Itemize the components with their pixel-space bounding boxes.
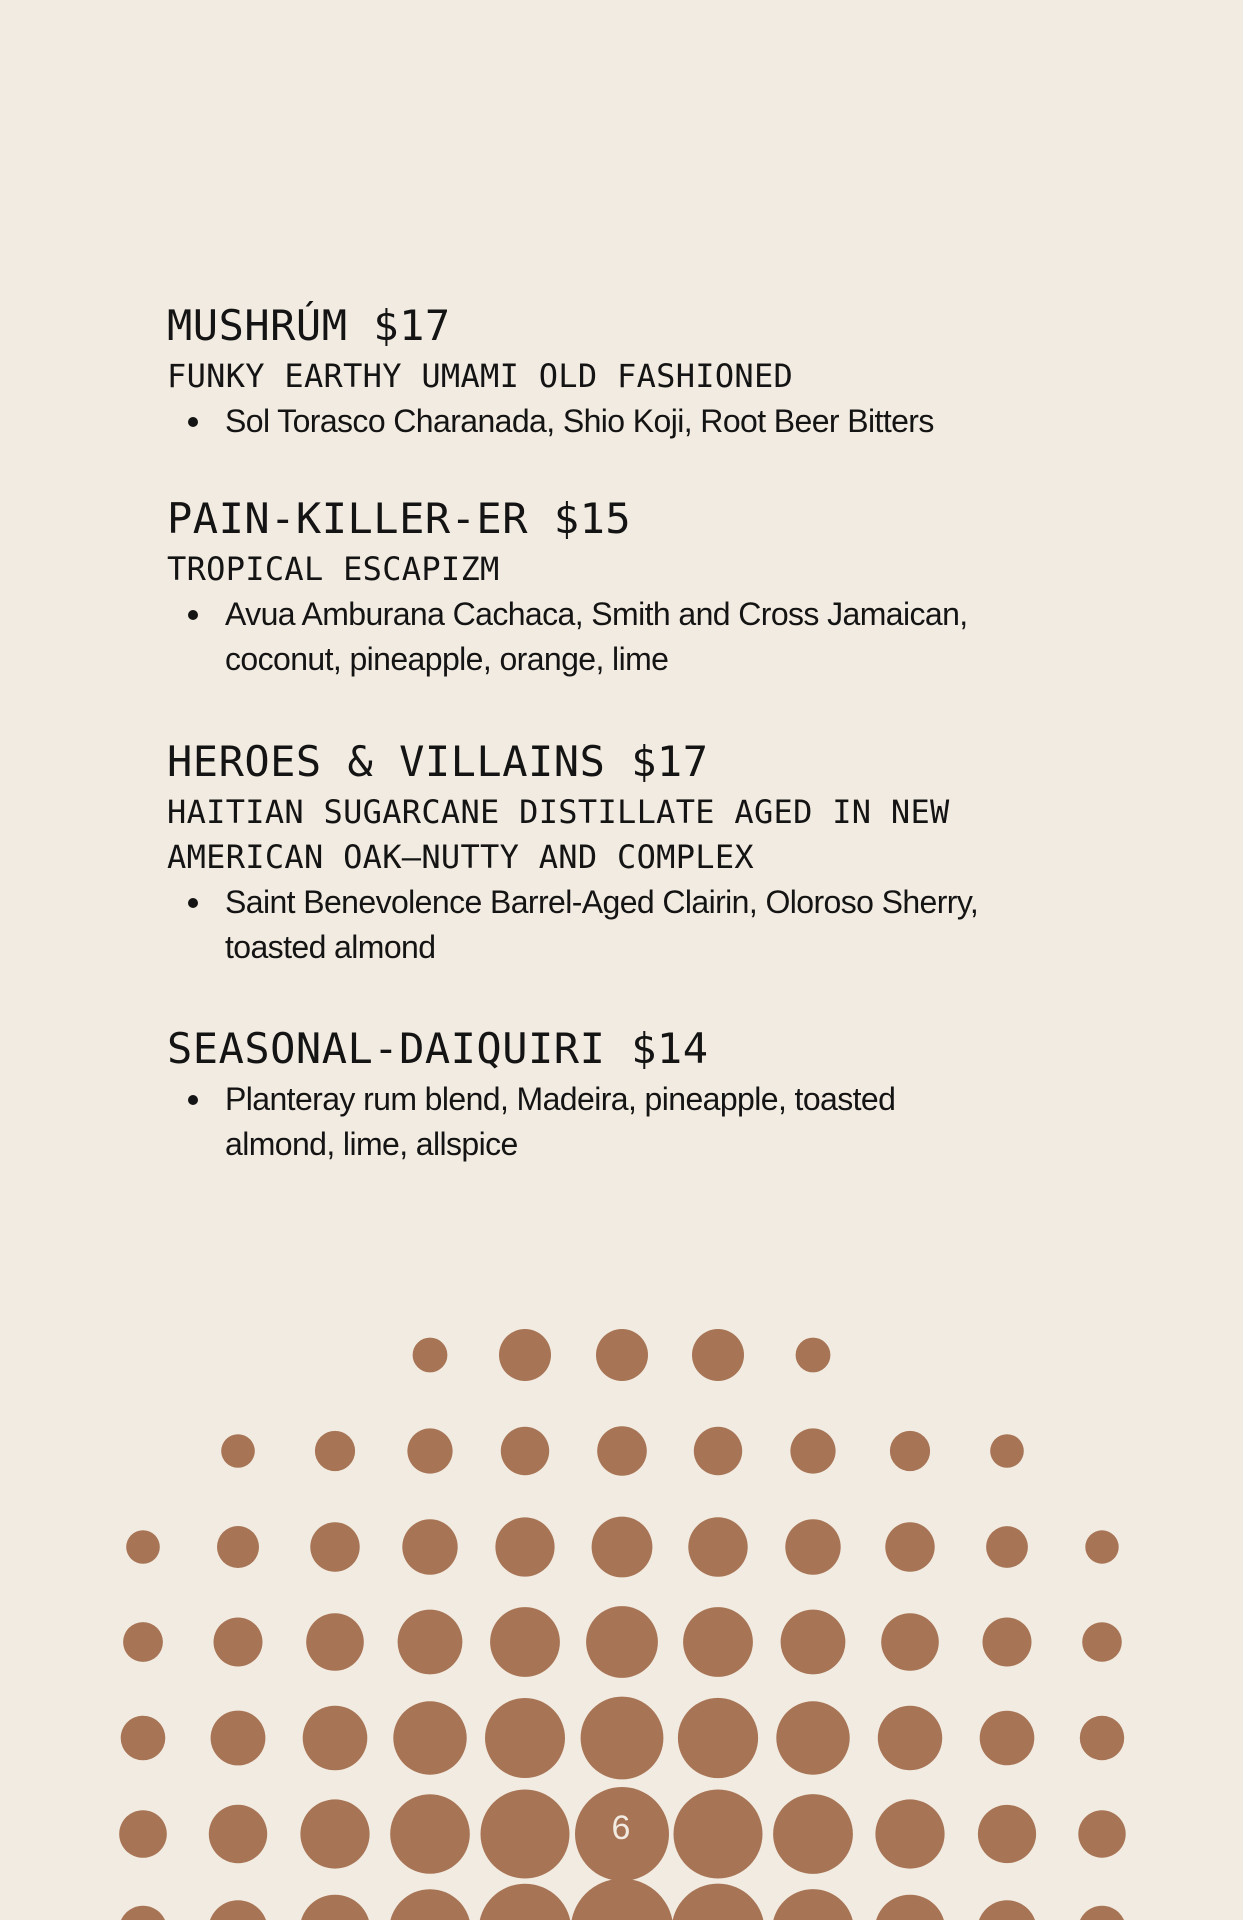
halftone-dot xyxy=(1082,1622,1122,1662)
halftone-dot xyxy=(221,1434,255,1468)
halftone-dot xyxy=(781,1610,846,1675)
halftone-dot xyxy=(214,1618,263,1667)
halftone-dot xyxy=(479,1884,572,1920)
menu-item-mushrum xyxy=(167,298,934,444)
halftone-dot xyxy=(986,1526,1028,1568)
ingredient-line xyxy=(225,1077,985,1167)
ingredient-list xyxy=(167,1077,985,1167)
halftone-dot xyxy=(123,1622,163,1662)
page-number: 6 xyxy=(611,1809,631,1847)
halftone-dot xyxy=(796,1338,831,1373)
halftone-dot xyxy=(389,1889,471,1920)
halftone-dot xyxy=(586,1606,658,1678)
ingredient-line xyxy=(225,399,934,444)
halftone-dot xyxy=(1078,1906,1126,1920)
ingredient-line xyxy=(225,592,1025,682)
halftone-dot xyxy=(481,1790,570,1879)
halftone-dot xyxy=(885,1522,934,1571)
menu-item-heroes-and-villains xyxy=(167,734,1075,970)
halftone-dot xyxy=(773,1794,853,1874)
item-subtitle: TROPICAL ESCAPIZM xyxy=(167,550,500,588)
halftone-dot xyxy=(977,1900,1036,1920)
halftone-dot xyxy=(571,1879,674,1920)
halftone-dot xyxy=(1078,1810,1125,1857)
halftone-dot xyxy=(303,1706,368,1771)
halftone-dot xyxy=(501,1427,549,1475)
halftone-dot xyxy=(315,1431,355,1471)
halftone-dot xyxy=(485,1698,565,1778)
halftone-dot xyxy=(119,1906,167,1920)
halftone-dot xyxy=(217,1526,259,1568)
menu-item-pain-killer-er xyxy=(167,491,1025,682)
halftone-dot xyxy=(881,1613,939,1671)
halftone-dot xyxy=(694,1427,742,1475)
halftone-dot xyxy=(407,1428,452,1473)
item-subtitle: HAITIAN SUGARCANE DISTILLATE AGED IN NEW AMERICAN OAK—NUTTY AND COMPLEX xyxy=(167,793,950,876)
halftone-dot xyxy=(688,1517,747,1576)
halftone-dot xyxy=(772,1889,854,1920)
bullet-icon xyxy=(188,898,198,908)
halftone-dot xyxy=(306,1613,364,1671)
halftone-dot xyxy=(209,1805,267,1863)
item-title: SEASONAL-DAIQUIRI $14 xyxy=(167,1024,709,1073)
halftone-dot xyxy=(300,1799,369,1868)
halftone-dot xyxy=(208,1900,267,1920)
ingredient-list xyxy=(167,399,934,444)
halftone-dot xyxy=(1085,1530,1118,1563)
halftone-dot xyxy=(890,1431,930,1471)
halftone-dot xyxy=(683,1607,753,1677)
halftone-dot xyxy=(990,1434,1024,1468)
halftone-dot xyxy=(980,1711,1035,1766)
halftone-dot xyxy=(119,1810,167,1858)
halftone-dot xyxy=(490,1607,560,1677)
ingredient-text: Sol Torasco Charanada, Shio Koji, Root Beer Bitters xyxy=(225,403,934,439)
halftone-dot xyxy=(597,1426,647,1476)
halftone-dot xyxy=(393,1701,466,1774)
item-title: PAIN-KILLER-ER $15 xyxy=(167,494,632,543)
halftone-dot xyxy=(495,1517,554,1576)
bullet-icon xyxy=(188,610,198,620)
halftone-dot xyxy=(978,1805,1036,1863)
item-subtitle: FUNKY EARTHY UMAMI OLD FASHIONED xyxy=(167,357,794,395)
halftone-dot xyxy=(413,1338,448,1373)
halftone-dot xyxy=(983,1618,1032,1667)
halftone-dot xyxy=(1080,1716,1124,1760)
halftone-dot xyxy=(678,1698,758,1778)
halftone-dot xyxy=(581,1697,664,1780)
halftone-dot xyxy=(499,1329,551,1381)
ingredient-text: Avua Amburana Cachaca, Smith and Cross Jamaican, coconut, pineapple, orange, lime xyxy=(225,596,968,677)
halftone-dot xyxy=(211,1711,266,1766)
halftone-dot xyxy=(310,1522,359,1571)
halftone-dot xyxy=(300,1895,371,1920)
ingredient-text: Planteray rum blend, Madeira, pineapple, toasted almond, lime, allspice xyxy=(225,1081,896,1162)
ingredient-list xyxy=(167,592,1025,682)
halftone-dot xyxy=(596,1329,648,1381)
halftone-dot xyxy=(790,1428,835,1473)
halftone-dot xyxy=(592,1517,653,1578)
halftone-dot xyxy=(126,1530,160,1564)
halftone-dot xyxy=(402,1519,457,1574)
ingredient-text: Saint Benevolence Barrel-Aged Clairin, Oloroso Sherry, toasted almond xyxy=(225,884,979,965)
bullet-icon xyxy=(188,417,198,427)
halftone-dot xyxy=(692,1329,744,1381)
halftone-dot xyxy=(785,1519,840,1574)
halftone-dot xyxy=(776,1701,849,1774)
halftone-dot xyxy=(674,1790,763,1879)
item-title: MUSHRÚM $17 xyxy=(167,301,451,350)
halftone-dot xyxy=(672,1884,765,1920)
halftone-dot xyxy=(121,1716,166,1761)
halftone-dot xyxy=(878,1706,942,1770)
halftone-dot xyxy=(390,1794,470,1874)
ingredient-line xyxy=(225,880,1075,970)
halftone-dot xyxy=(398,1610,463,1675)
item-title: HEROES & VILLAINS $17 xyxy=(167,737,709,786)
halftone-dot xyxy=(875,1895,946,1920)
halftone-dot xyxy=(875,1799,944,1868)
bullet-icon xyxy=(188,1095,198,1105)
menu-item-seasonal-daiquiri xyxy=(167,1021,985,1167)
ingredient-list xyxy=(167,880,1075,970)
